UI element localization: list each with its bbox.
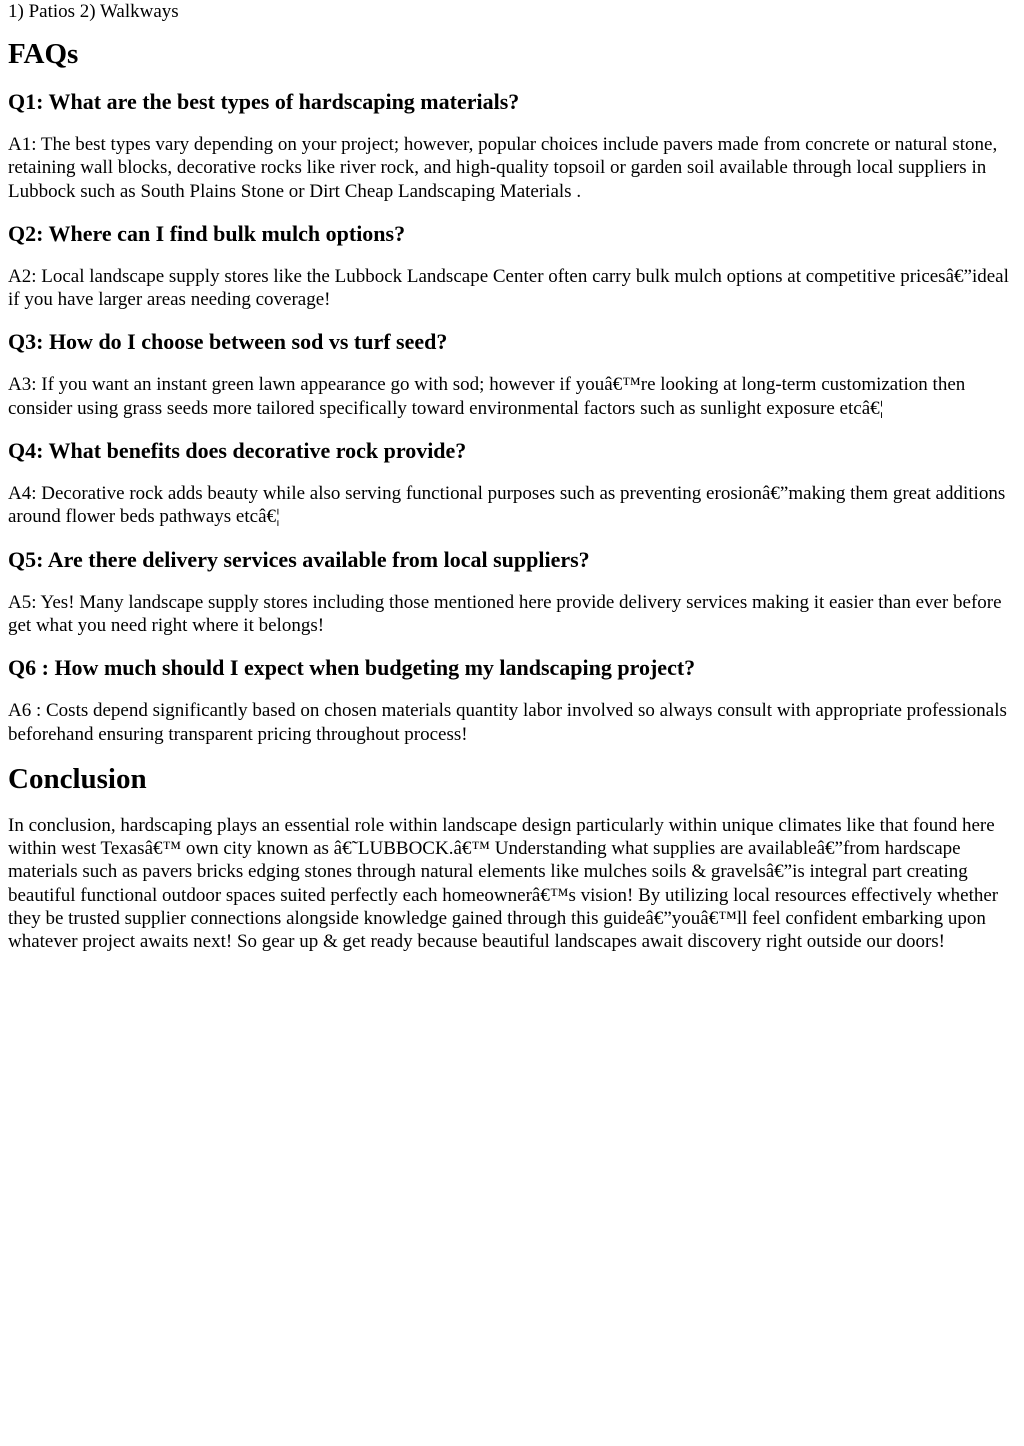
conclusion-paragraph: In conclusion, hardscaping plays an essential role within landscape design particularly within unique climates like that found here within west Texasâ€™ own city known as â€˜LUBBOCK.â€™ Understanding what supplies are availableâ€”from hardscape materials such as pavers bricks edging stones through natural elements like mulches soils & gravelsâ€”is integral part creating beautiful functional outdoor spaces suited perfectly each homeownerâ€™s vision! By utilizing local resources effectively whether they be trusted supplier connections alongside knowledge gained through this guideâ€”youâ€™ll feel confident embarking upon whatever project awaits next! So gear up & get ready because beautiful landscapes await discovery right outside our doors! [8,814,999,953]
faq-question-4: Q4: What benefits does decorative rock provide? [8,438,467,464]
faq-answer-6: A6 : Costs depend significantly based on chosen materials quantity labor involved so always consult with appropriate professionals beforehand ensuring transparent pricing throughout process! [8,700,1007,745]
faq-question-6: Q6 : How much should I expect when budgeting my landscaping project? [8,655,696,681]
faq-answer-5: A5: Yes! Many landscape supply stores including those mentioned here provide delivery services making it easier than ever before get what you need right where it belongs! [8,591,1002,636]
faq-question-2: Q2: Where can I find bulk mulch options? [8,220,406,246]
faq-answer-4: A4: Decorative rock adds beauty while also serving functional purposes such as preventing erosionâ€”making them great additions around flower beds pathways etcâ€¦ [8,483,1006,528]
faq-question-5: Q5: Are there delivery services available from local suppliers? [8,546,590,572]
faqs-heading: FAQs [8,38,79,70]
faq-answer-1: A1: The best types vary depending on your project; however, popular choices include pavers made from concrete or natural stone, retaining wall blocks, decorative rocks like river rock, and high-quality topsoil or garden soil available through local suppliers in Lubbock such as South Plains Stone or Dirt Cheap Landscaping Materials . [8,134,998,202]
faq-answer-3: A3: If you want an instant green lawn appearance go with sod; however if youâ€™re looking at long-term customization then consider using grass seeds more tailored specifically toward environmental factors such as sunlight exposure etcâ€¦ [8,374,966,419]
faq-question-1: Q1: What are the best types of hardscaping materials? [8,89,520,114]
faq-question-3: Q3: How do I choose between sod vs turf seed? [8,329,448,355]
conclusion-heading: Conclusion [8,762,147,795]
faq-answer-2: A2: Local landscape supply stores like the Lubbock Landscape Center often carry bulk mulch options at competitive pricesâ€”ideal if you have larger areas needing coverage! [8,265,1009,311]
intro-list-line: 1) Patios 2) Walkways [8,1,179,22]
